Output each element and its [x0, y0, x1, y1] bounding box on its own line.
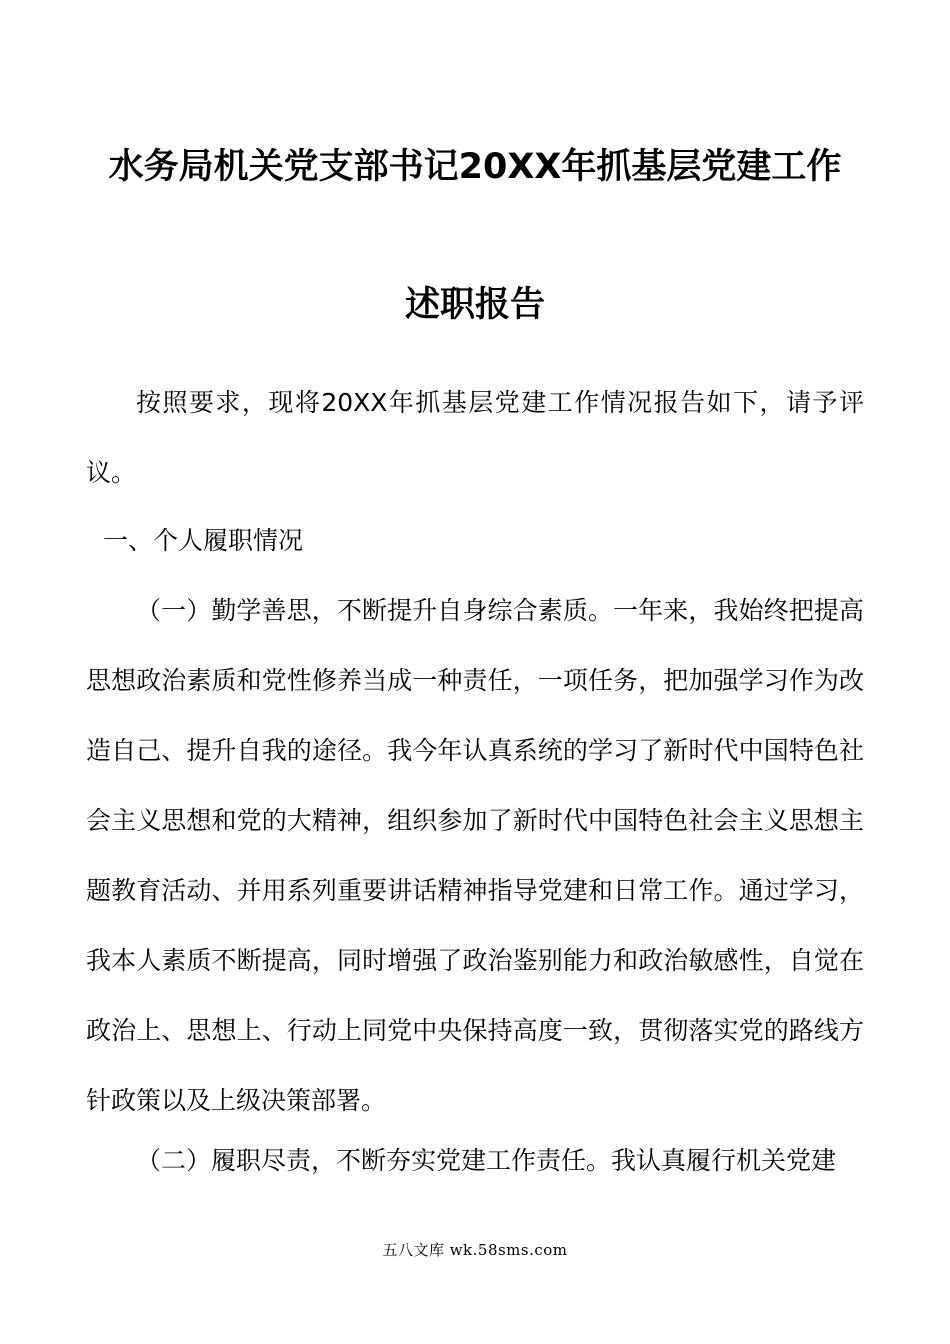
paragraph-one: （一）勤学善思，不断提升自身综合素质。一年来，我始终把提高思想政治素质和党性修养当成一种责任，一项任务，把加强学习作为改造自己、提升自我的途径。我今年认真系统的学习了新时代中国特色社会主义思想和党的大精神，组织参加了新时代中国特色社会主义思想主题教育活动、并用系列重要讲话精神指导党建和日常工作。通过学习，我本人素质不断提高，同时增强了政治鉴别能力和政治敏感性，自觉在政治上、思想上、行动上同党中央保持高度一致，贯彻落实党的路线方针政策以及上级决策部署。 [86, 596, 864, 1115]
document-title-line1: 水务局机关党支部书记20XX年抓基层党建工作 [108, 147, 842, 187]
section-heading: 一、个人履职情况 [103, 526, 304, 555]
intro-paragraph: 按照要求，现将20XX年抓基层党建工作情况报告如下，请予评议。 [86, 388, 864, 487]
document-title-line2: 述职报告 [404, 285, 545, 325]
footer-watermark: 五八文库 wk.58sms.com [382, 1241, 568, 1259]
paragraph-two: （二）履职尽责，不断夯实党建工作责任。我认真履行机关党建 [136, 1146, 837, 1175]
